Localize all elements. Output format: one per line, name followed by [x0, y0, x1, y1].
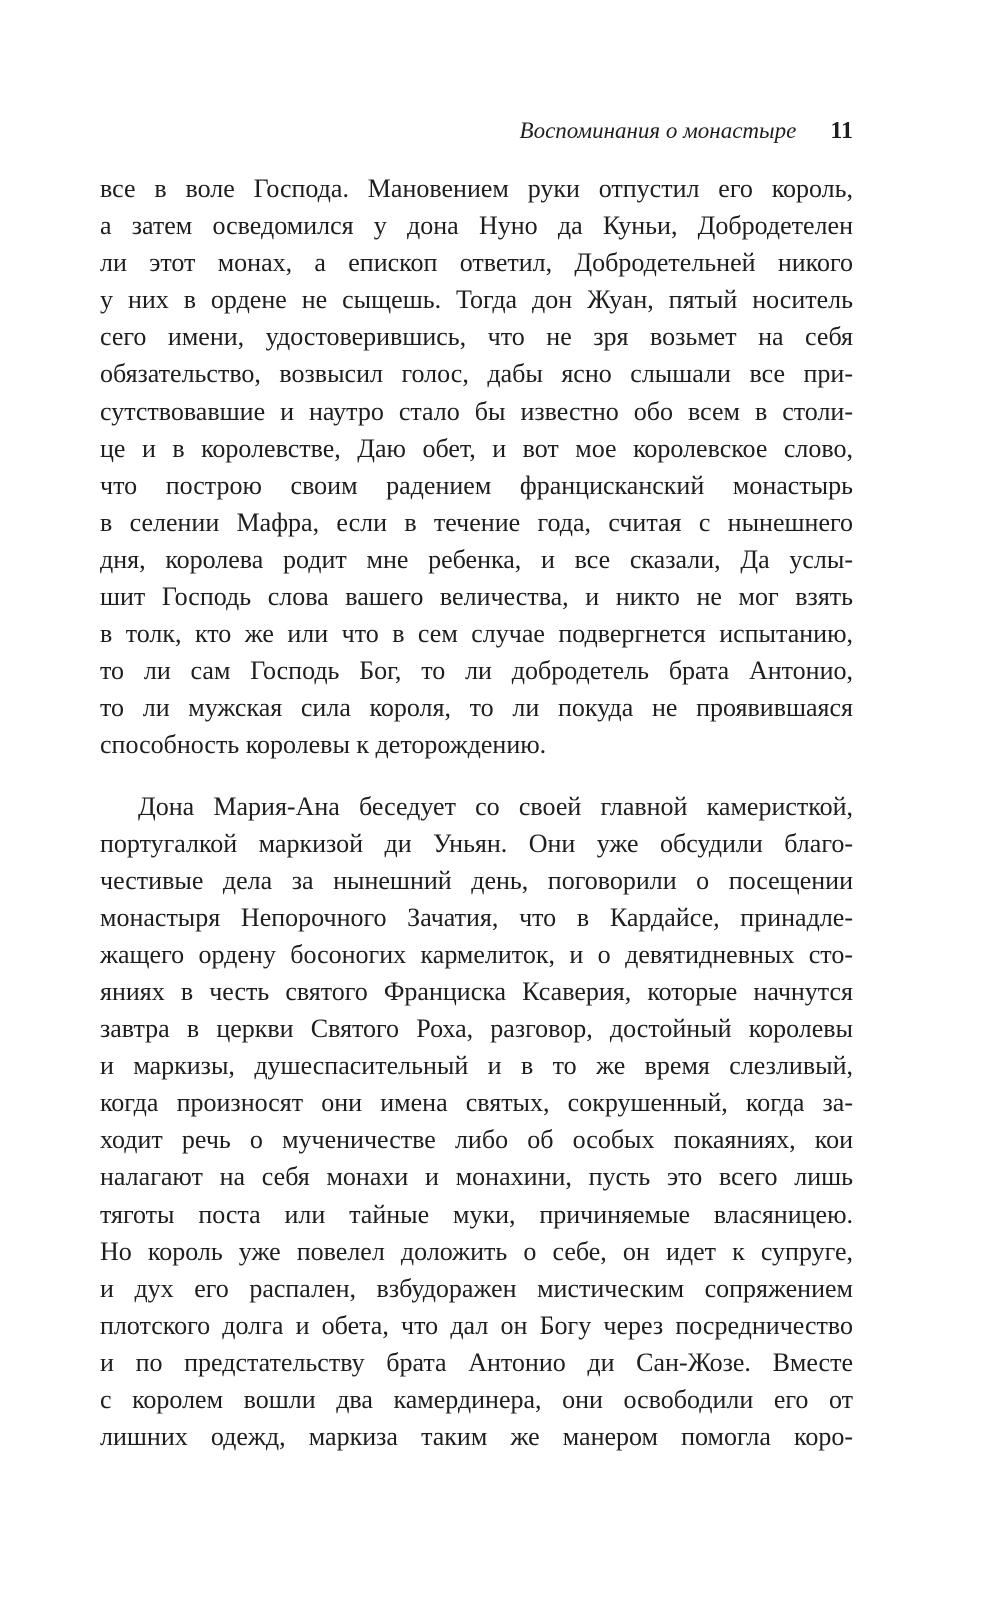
text-line: завтра в церкви Святого Роха, разговор, достойный королевы — [100, 1014, 853, 1044]
running-header — [100, 118, 853, 145]
page-number: 11 — [830, 118, 853, 144]
text-line: ли этот монах, а епископ ответил, Добродетельней никого — [100, 248, 853, 278]
paragraph-gap — [100, 764, 853, 788]
text-line: монастыря Непорочного Зачатия, что в Кардайсе, принадле- — [100, 902, 853, 932]
text-line: тяготы поста или тайные муки, причиняемые власяницею. — [100, 1199, 853, 1229]
text-line: все в воле Господа. Мановением руки отпустил его король, — [100, 174, 853, 203]
text-line: сего имени, удостоверившись, что не зря возьмет на себя — [100, 322, 853, 352]
text-line: дня, королева родит мне ребенка, и все сказали, Да услы- — [100, 544, 853, 574]
text-line: честивые дела за нынешний день, поговорили о посещении — [100, 865, 853, 895]
paragraph-1 — [100, 170, 853, 764]
text-line: налагают на себя монахи и монахини, пусть это всего лишь — [100, 1162, 853, 1192]
text-line: с королем вошли два камердинера, они освободили его от — [100, 1385, 853, 1414]
text-line: плотского долга и обета, что дал он Богу через посредничество — [100, 1310, 853, 1340]
text-line: сутствовавшие и наутро стало бы известно обо всем в столи- — [100, 396, 853, 426]
text-line: способность королевы к деторождению. — [100, 730, 547, 760]
text-line: Дона Мария-Ана беседует со своей главной камеристкой, — [138, 791, 853, 821]
text-line: шит Господь слова вашего величества, и никто не мог взять — [100, 582, 853, 612]
text-line: в толк, кто же или что в сем случае подвергнется испытанию, — [100, 619, 853, 649]
text-line: и по предстательству брата Антонио ди Сан-Жозе. Вместе — [100, 1347, 853, 1377]
text-line: лишних одежд, маркиза таким же манером помогла коро- — [100, 1422, 853, 1452]
text-line: португалкой маркизой ди Уньян. Они уже обсудили благо- — [100, 828, 853, 858]
text-line: и маркизы, душеспасительный и в то же время слезливый, — [100, 1051, 853, 1081]
text-line: когда произносят они имена святых, сокрушенный, когда за- — [100, 1088, 853, 1118]
text-line: Но король уже повелел доложить о себе, он идет к супруге, — [100, 1236, 853, 1266]
text-line: и дух его распален, взбудоражен мистическим сопряжением — [100, 1273, 853, 1303]
running-title: Воспоминания о монастыре — [519, 118, 797, 143]
text-line: обязательство, возвысил голос, дабы ясно слышали все при- — [100, 359, 853, 389]
text-line: це и в королевстве, Даю обет, и вот мое королевское слово, — [100, 433, 853, 463]
text-line: в селении Мафра, если в течение года, считая с нынешнего — [100, 507, 853, 537]
text-line: ходит речь о мученичестве либо об особых покаяниях, кои — [100, 1125, 853, 1155]
text-line: жащего ордену босоногих кармелиток, и о девятидневных сто- — [100, 939, 853, 969]
text-line: что построю своим радением францисканский монастырь — [100, 470, 853, 500]
body-text — [100, 170, 853, 1455]
text-line: то ли мужская сила короля, то ли покуда не проявившаяся — [100, 693, 853, 723]
paragraph-2 — [100, 788, 853, 1456]
text-line: у них в ордене не сыщешь. Тогда дон Жуан, пятый носитель — [100, 285, 853, 315]
text-line: то ли сам Господь Бог, то ли добродетель брата Антонио, — [100, 656, 853, 686]
text-line: яниях в честь святого Франциска Ксаверия, которые начнутся — [100, 976, 853, 1006]
text-line: а затем осведомился у дона Нуно да Куньи, Добродетелен — [100, 211, 853, 241]
